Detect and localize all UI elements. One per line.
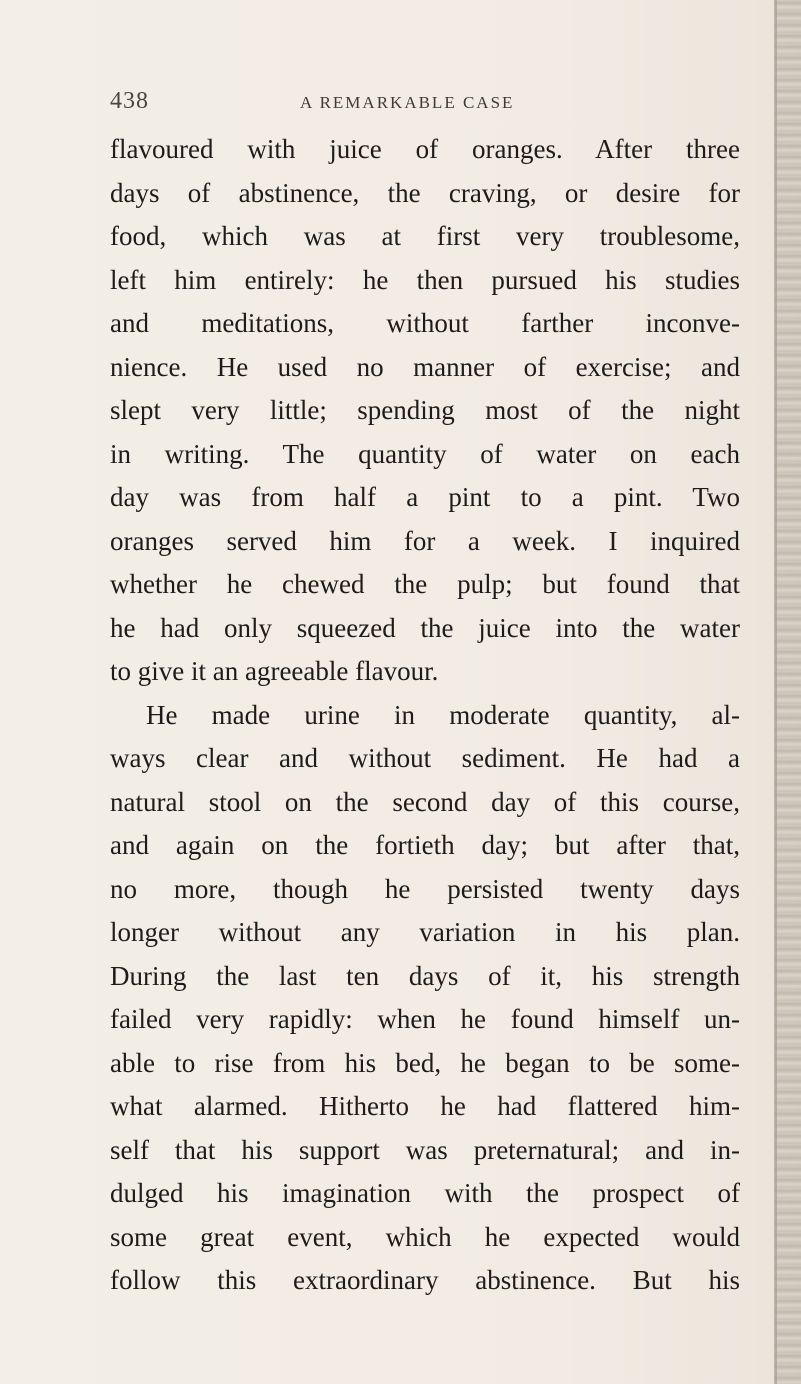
page-number: 438 (110, 88, 149, 114)
text-line: flavoured with juice of oranges. After three (110, 134, 740, 164)
text-line: what alarmed. Hitherto he had flattered him- (110, 1091, 740, 1121)
text-line: nience. He used no manner of exercise; and (110, 351, 740, 382)
text-line: and again on the fortieth day; but after that, (110, 830, 740, 860)
page-header (110, 88, 740, 118)
text-line: slept very little; spending most of the night (110, 395, 740, 425)
text-line: During the last ten days of it, his strength (110, 960, 740, 991)
text-line: ways clear and without sediment. He had a (110, 743, 740, 773)
text-line: day was from half a pint to a pint. Two (110, 482, 740, 512)
text-line: food, which was at first very troublesome, (110, 221, 740, 251)
running-head: A REMARKABLE CASE (300, 93, 515, 112)
text-line: follow this extraordinary abstinence. But his (110, 1265, 740, 1295)
text-line: he had only squeezed the juice into the water (110, 612, 740, 643)
text-line: no more, though he persisted twenty days (110, 873, 740, 904)
text-line: to give it an agreeable flavour. (110, 656, 439, 686)
text-line: days of abstinence, the craving, or desire for (110, 177, 740, 208)
text-line: able to rise from his bed, he began to be some- (110, 1047, 740, 1078)
text-line: longer without any variation in his plan. (110, 917, 740, 947)
text-line: oranges served him for a week. I inquired (110, 525, 740, 556)
text-line: failed very rapidly: when he found himself un- (110, 1004, 740, 1034)
text-line: natural stool on the second day of this course, (110, 786, 740, 817)
text-line: self that his support was preternatural; and in- (110, 1134, 740, 1165)
text-line: whether he chewed the pulp; but found that (110, 569, 740, 599)
text-line: left him entirely: he then pursued his studies (110, 264, 740, 295)
text-line: and meditations, without farther inconve- (110, 308, 740, 338)
text-line: dulged his imagination with the prospect of (110, 1178, 740, 1208)
text-line: He made urine in moderate quantity, al- (146, 699, 740, 730)
body-text (110, 128, 740, 1303)
text-line: some great event, which he expected would (110, 1221, 740, 1252)
page-edge-shadow (774, 0, 777, 1384)
text-line: in writing. The quantity of water on each (110, 438, 740, 469)
page-edge (775, 0, 801, 1384)
